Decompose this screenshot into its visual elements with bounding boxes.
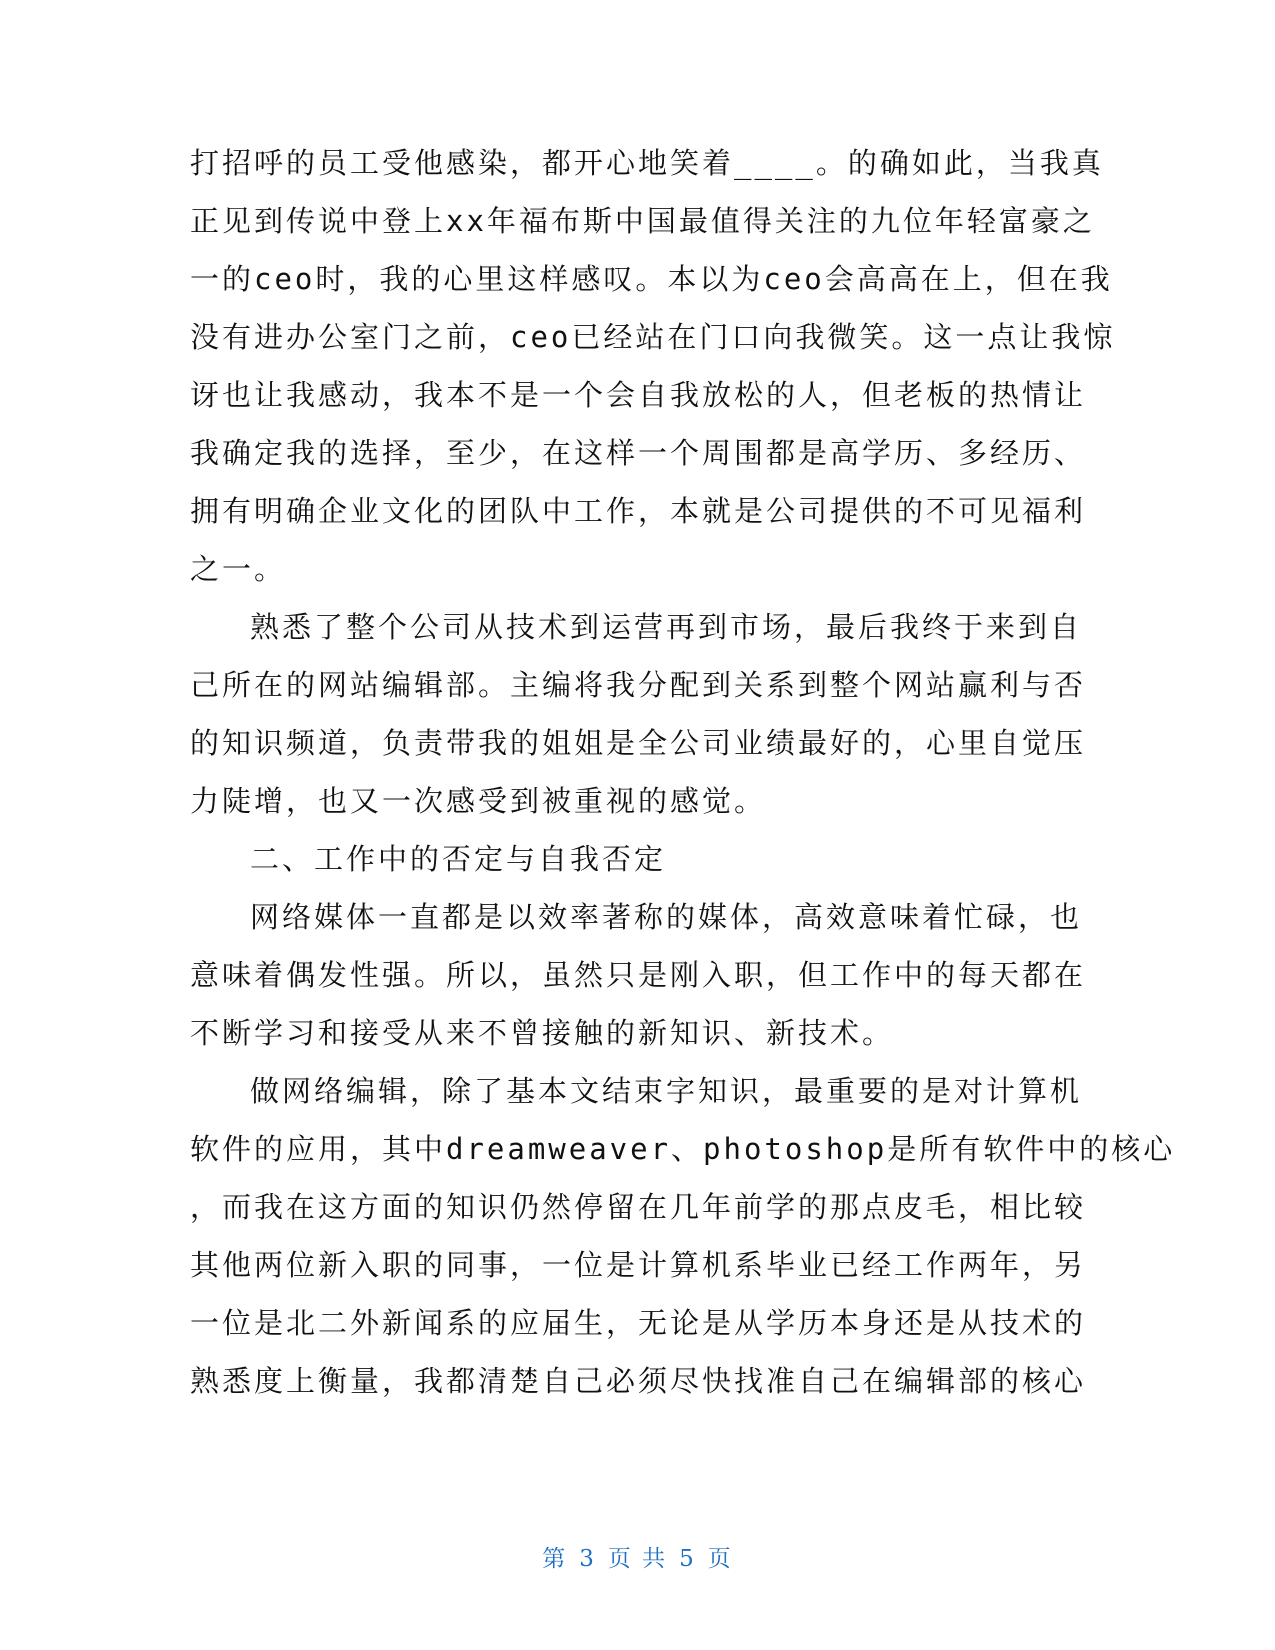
paragraph-first-line: 熟悉了整个公司从技术到运营再到市场，最后我终于来到自 [250, 610, 1083, 644]
text-line: 软件的应用，其中dreamweaver、photoshop是所有软件中的核心 [190, 1132, 1176, 1166]
footer-suffix: 页 [707, 1546, 733, 1572]
text-line: 之一。 [190, 552, 287, 586]
footer-middle: 页 共 [607, 1546, 668, 1572]
page-number: 3 [579, 1546, 596, 1572]
text-line: 一位是北二外新闻系的应届生，无论是从学历本身还是从技术的 [190, 1306, 1087, 1340]
text-line: 没有进办公室门之前，ceo已经站在门口向我微笑。这一点让我惊 [190, 320, 1116, 354]
footer-prefix: 第 [542, 1546, 568, 1572]
text-line: 拥有明确企业文化的团队中工作，本就是公司提供的不可见福利 [190, 494, 1087, 528]
text-line: 熟悉度上衡量，我都清楚自己必须尽快找准自己在编辑部的核心 [190, 1364, 1087, 1398]
text-line: 我确定我的选择，至少，在这样一个周围都是高学历、多经历、 [190, 436, 1087, 470]
paragraph-first-line: 做网络编辑，除了基本文结束字知识，最重要的是对计算机 [250, 1074, 1083, 1108]
text-line: 不断学习和接受从来不曾接触的新知识、新技术。 [190, 1016, 895, 1050]
text-line: 的知识频道，负责带我的姐姐是全公司业绩最好的，心里自觉压 [190, 726, 1087, 760]
total-pages: 5 [679, 1546, 696, 1572]
text-line: 打招呼的员工受他感染，都开心地笑着____。的确如此，当我真 [190, 146, 1104, 180]
text-line: 己所在的网站编辑部。主编将我分配到关系到整个网站赢利与否 [190, 668, 1087, 702]
text-line: 力陡增，也又一次感受到被重视的感觉。 [190, 784, 767, 818]
page-footer [0, 1544, 1275, 1574]
text-line: 一的ceo时，我的心里这样感叹。本以为ceo会高高在上，但在我 [190, 262, 1113, 296]
text-line: 其他两位新入职的同事，一位是计算机系毕业已经工作两年，另 [190, 1248, 1087, 1282]
section-heading: 二、工作中的否定与自我否定 [250, 842, 667, 876]
paragraph-first-line: 网络媒体一直都是以效率著称的媒体，高效意味着忙碌，也 [250, 900, 1083, 934]
text-line: ，而我在这方面的知识仍然停留在几年前学的那点皮毛，相比较 [190, 1190, 1087, 1224]
text-line: 讶也让我感动，我本不是一个会自我放松的人，但老板的热情让 [190, 378, 1087, 412]
text-line: 正见到传说中登上xx年福布斯中国最值得关注的九位年轻富豪之 [190, 204, 1095, 238]
text-line: 意味着偶发性强。所以，虽然只是刚入职，但工作中的每天都在 [190, 958, 1087, 992]
